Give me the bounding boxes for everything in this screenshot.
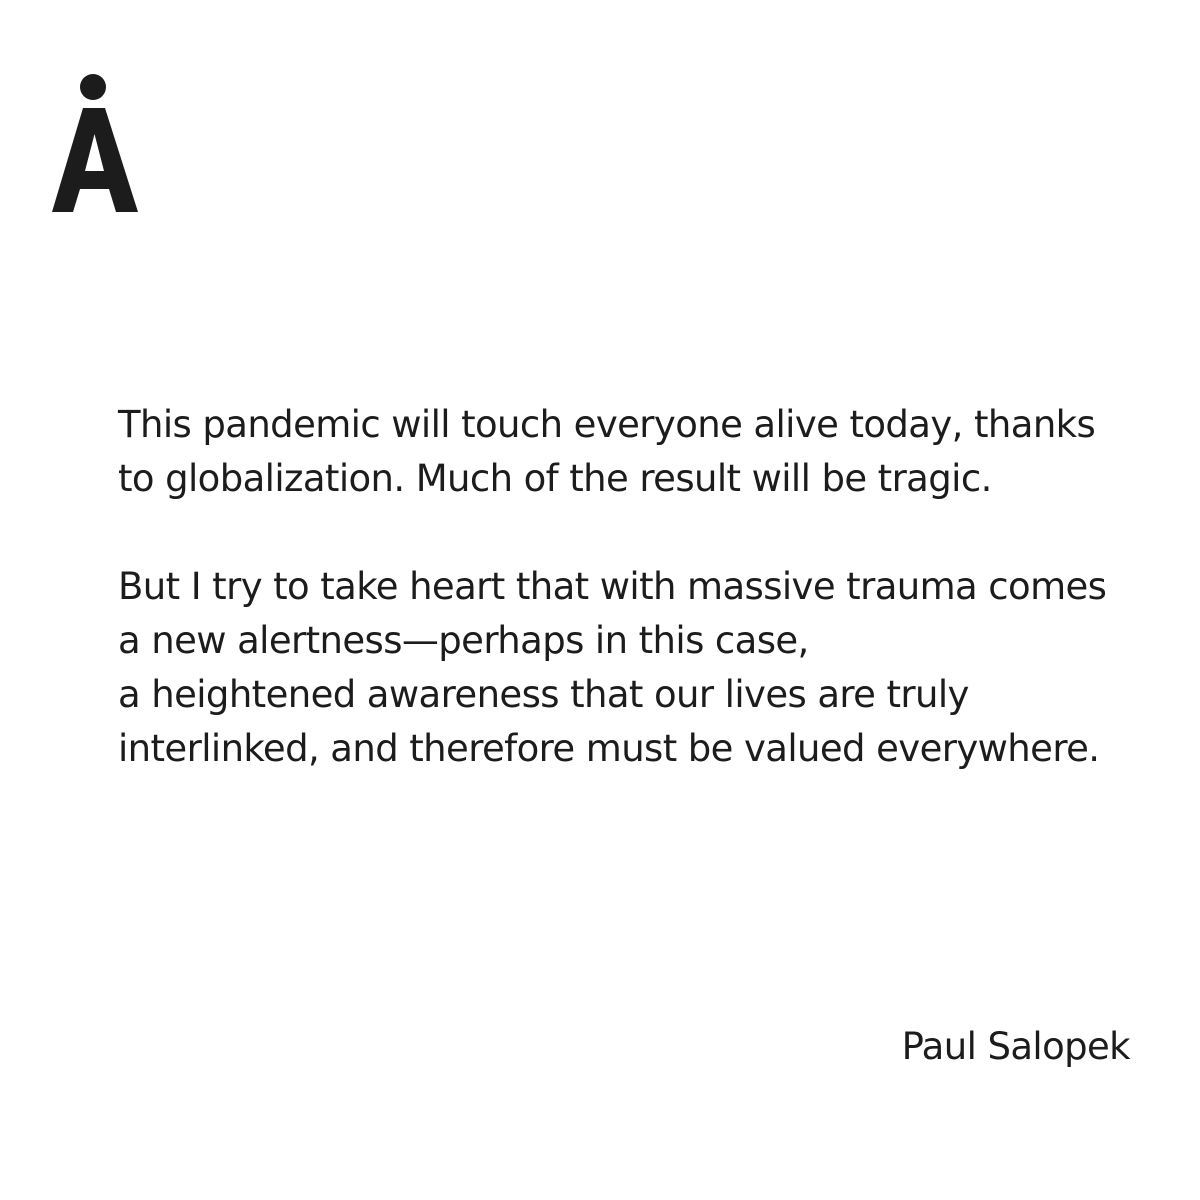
quote-line: interlinked, and therefore must be valued everywhere. — [118, 727, 1100, 770]
quote-line: But I try to take heart that with massive trauma comes — [118, 565, 1107, 608]
quote-line: to globalization. Much of the result will be tragic. — [118, 457, 992, 500]
quote-line: a new alertness—perhaps in this case, — [118, 619, 809, 662]
author-name: Paul Salopek — [901, 1025, 1130, 1068]
quote-block — [118, 398, 1118, 776]
a-with-dot-logo-icon — [52, 72, 138, 212]
quote-paragraph-1 — [118, 398, 1118, 506]
quote-paragraph-2 — [118, 560, 1118, 776]
logo — [52, 72, 138, 212]
quote-line: a heightened awareness that our lives are truly — [118, 673, 969, 716]
quote-line: This pandemic will touch everyone alive today, thanks — [118, 403, 1096, 446]
